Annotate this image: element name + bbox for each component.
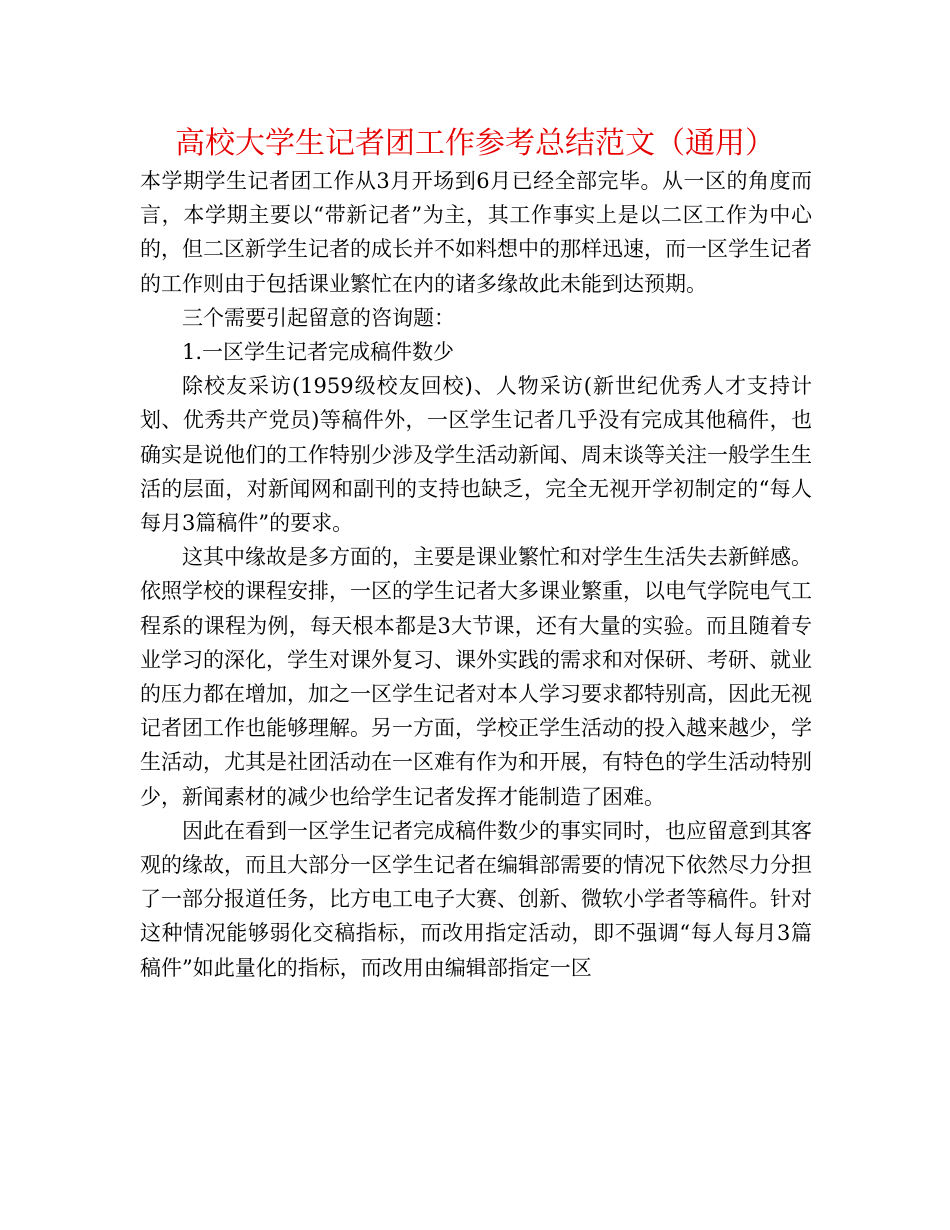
paragraph-issue-1-heading: 1.一区学生记者完成稿件数少 — [182, 340, 455, 365]
paragraph-issue-1-detail: 除校友采访(1959级校友回校)、人物采访(新世纪优秀人才支持计划、优秀共产党员)等稿件外，一区学生记者几乎没有完成其他稿件，也确实是说他们的工作特别少涉及学生活动新闻、周末谈等关注一般学生生活的层面，对新闻网和副刊的支持也缺乏，完全无视开学初制定的“每人每月3篇稿件”的要求。 — [140, 374, 812, 536]
document-title: 高校大学生记者团工作参考总结范文（通用） — [175, 126, 775, 161]
paragraph-conclusion: 因此在看到一区学生记者完成稿件数少的事实同时，也应留意到其客观的缘故，而且大部分一区学生记者在编辑部需要的情况下依然尽力分担了一部分报道任务，比方电工电子大赛、创新、微软小学者等稿件。针对这种情况能够弱化交稿指标，而改用指定活动，即不强调“每人每月3篇稿件”如此量化的指标，而改用由编辑部指定一区 — [140, 818, 812, 980]
paragraph-issues-heading: 三个需要引起留意的咨询题： — [182, 305, 455, 330]
paragraph-reasons: 这其中缘故是多方面的，主要是课业繁忙和对学生生活失去新鲜感。依照学校的课程安排，一区的学生记者大多课业繁重，以电气学院电气工程系的课程为例，每天根本都是3大节课，还有大量的实验。而且随着专业学习的深化，学生对课外复习、课外实践的需求和对保研、考研、就业的压力都在增加，加之一区学生记者对本人学习要求都特别高，因此无视记者团工作也能够理解。另一方面，学校正学生活动的投入越来越少，学生活动，尤其是社团活动在一区难有作为和开展，有特色的学生活动特别少，新闻素材的减少也给学生记者发挥才能制造了困难。 — [140, 545, 812, 809]
document-body — [140, 164, 812, 985]
paragraph-intro: 本学期学生记者团工作从3月开场到6月已经全部完毕。从一区的角度而言，本学期主要以“带新记者”为主，其工作事实上是以二区工作为中心的，但二区新学生记者的成长并不如料想中的那样迅速，而一区学生记者的工作则由于包括课业繁忙在内的诸多缘故此未能到达预期。 — [140, 169, 812, 296]
